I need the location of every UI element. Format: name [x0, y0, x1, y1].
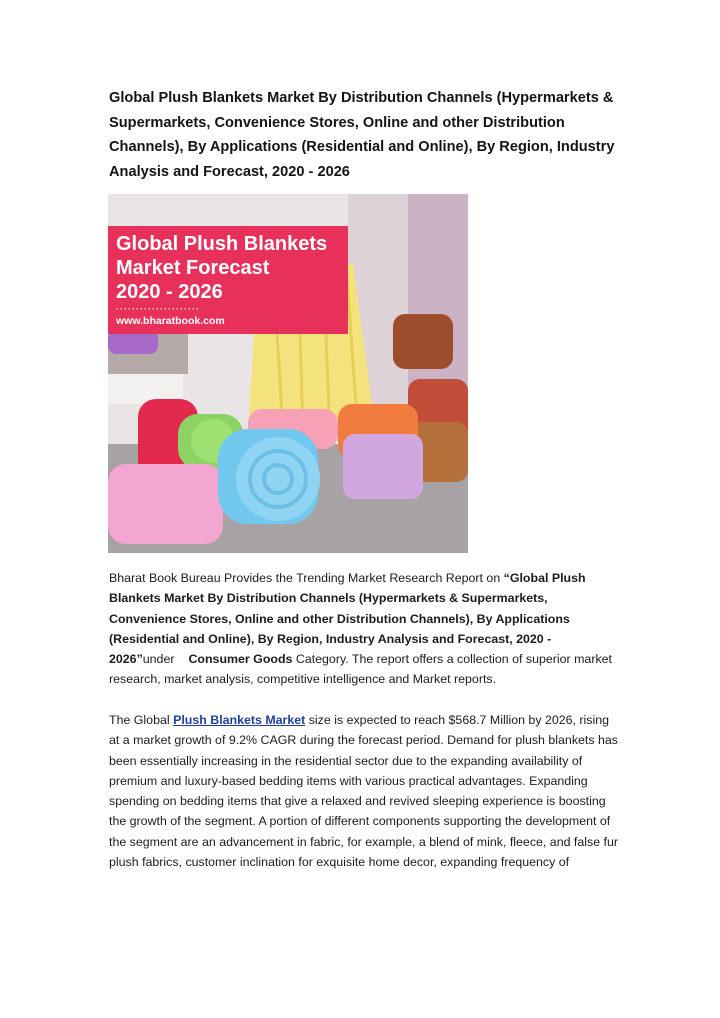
- banner-dots: ·····················: [116, 304, 200, 314]
- intro-tail: Category. The report offers a collection of superior market research, market analysis, competitive intelligence and Market reports.: [109, 652, 612, 687]
- intro-category: Consumer Goods: [188, 652, 293, 667]
- plush-blankets-market-link[interactable]: Plush Blankets Market: [173, 713, 306, 727]
- intro-under: under: [142, 652, 175, 667]
- market-paragraph: [109, 710, 619, 872]
- intro-lead: Bharat Book Bureau Provides the Trending Market Research Report on: [109, 571, 504, 585]
- banner-line-1: Global Plush Blankets: [116, 233, 328, 255]
- document-title: Global Plush Blankets Market By Distribution Channels (Hypermarkets & Supermarkets, Convenience Stores, Online and other Distribution Channels), By Applications (Residential and Online), By Region, Industry Analysis and Forecast, 2020 - 2026: [109, 90, 615, 180]
- market-rest: size is expected to reach $568.7 Million by 2026, rising at a market growth of 9.2% CAGR during the forecast period. Demand for plush blankets has been essentially increasing in the residential sector due to the expanding availability of premium and luxury-based bedding items with various practical advantages. Expanding spending on bedding items that give a relaxed and revived sleeping experience is boosting the growth of the segment. A portion of different components supporting the development of the segment are an advancement in fabric, for example, a blend of mink, fleece, and false fur plush fabrics, customer inclination for exquisite home decor, expanding frequency of: [109, 713, 618, 870]
- intro-paragraph: [109, 568, 619, 690]
- market-lead: The Global: [109, 713, 174, 727]
- hero-image: [108, 194, 468, 553]
- banner-line-3: 2020 - 2026: [116, 281, 223, 303]
- banner-line-2: Market Forecast: [116, 257, 270, 279]
- banner-url: www.bharatbook.com: [116, 315, 225, 327]
- intro-report-title: “Global Plush Blankets Market By Distribution Channels (Hypermarkets & Supermarkets, Convenience Stores, Online and other Distribution Channels), By Applications (Residential and Online), By Region, Industry Analysis and Forecast, 2020 - 2026”: [109, 571, 586, 667]
- banner-text: [116, 232, 346, 328]
